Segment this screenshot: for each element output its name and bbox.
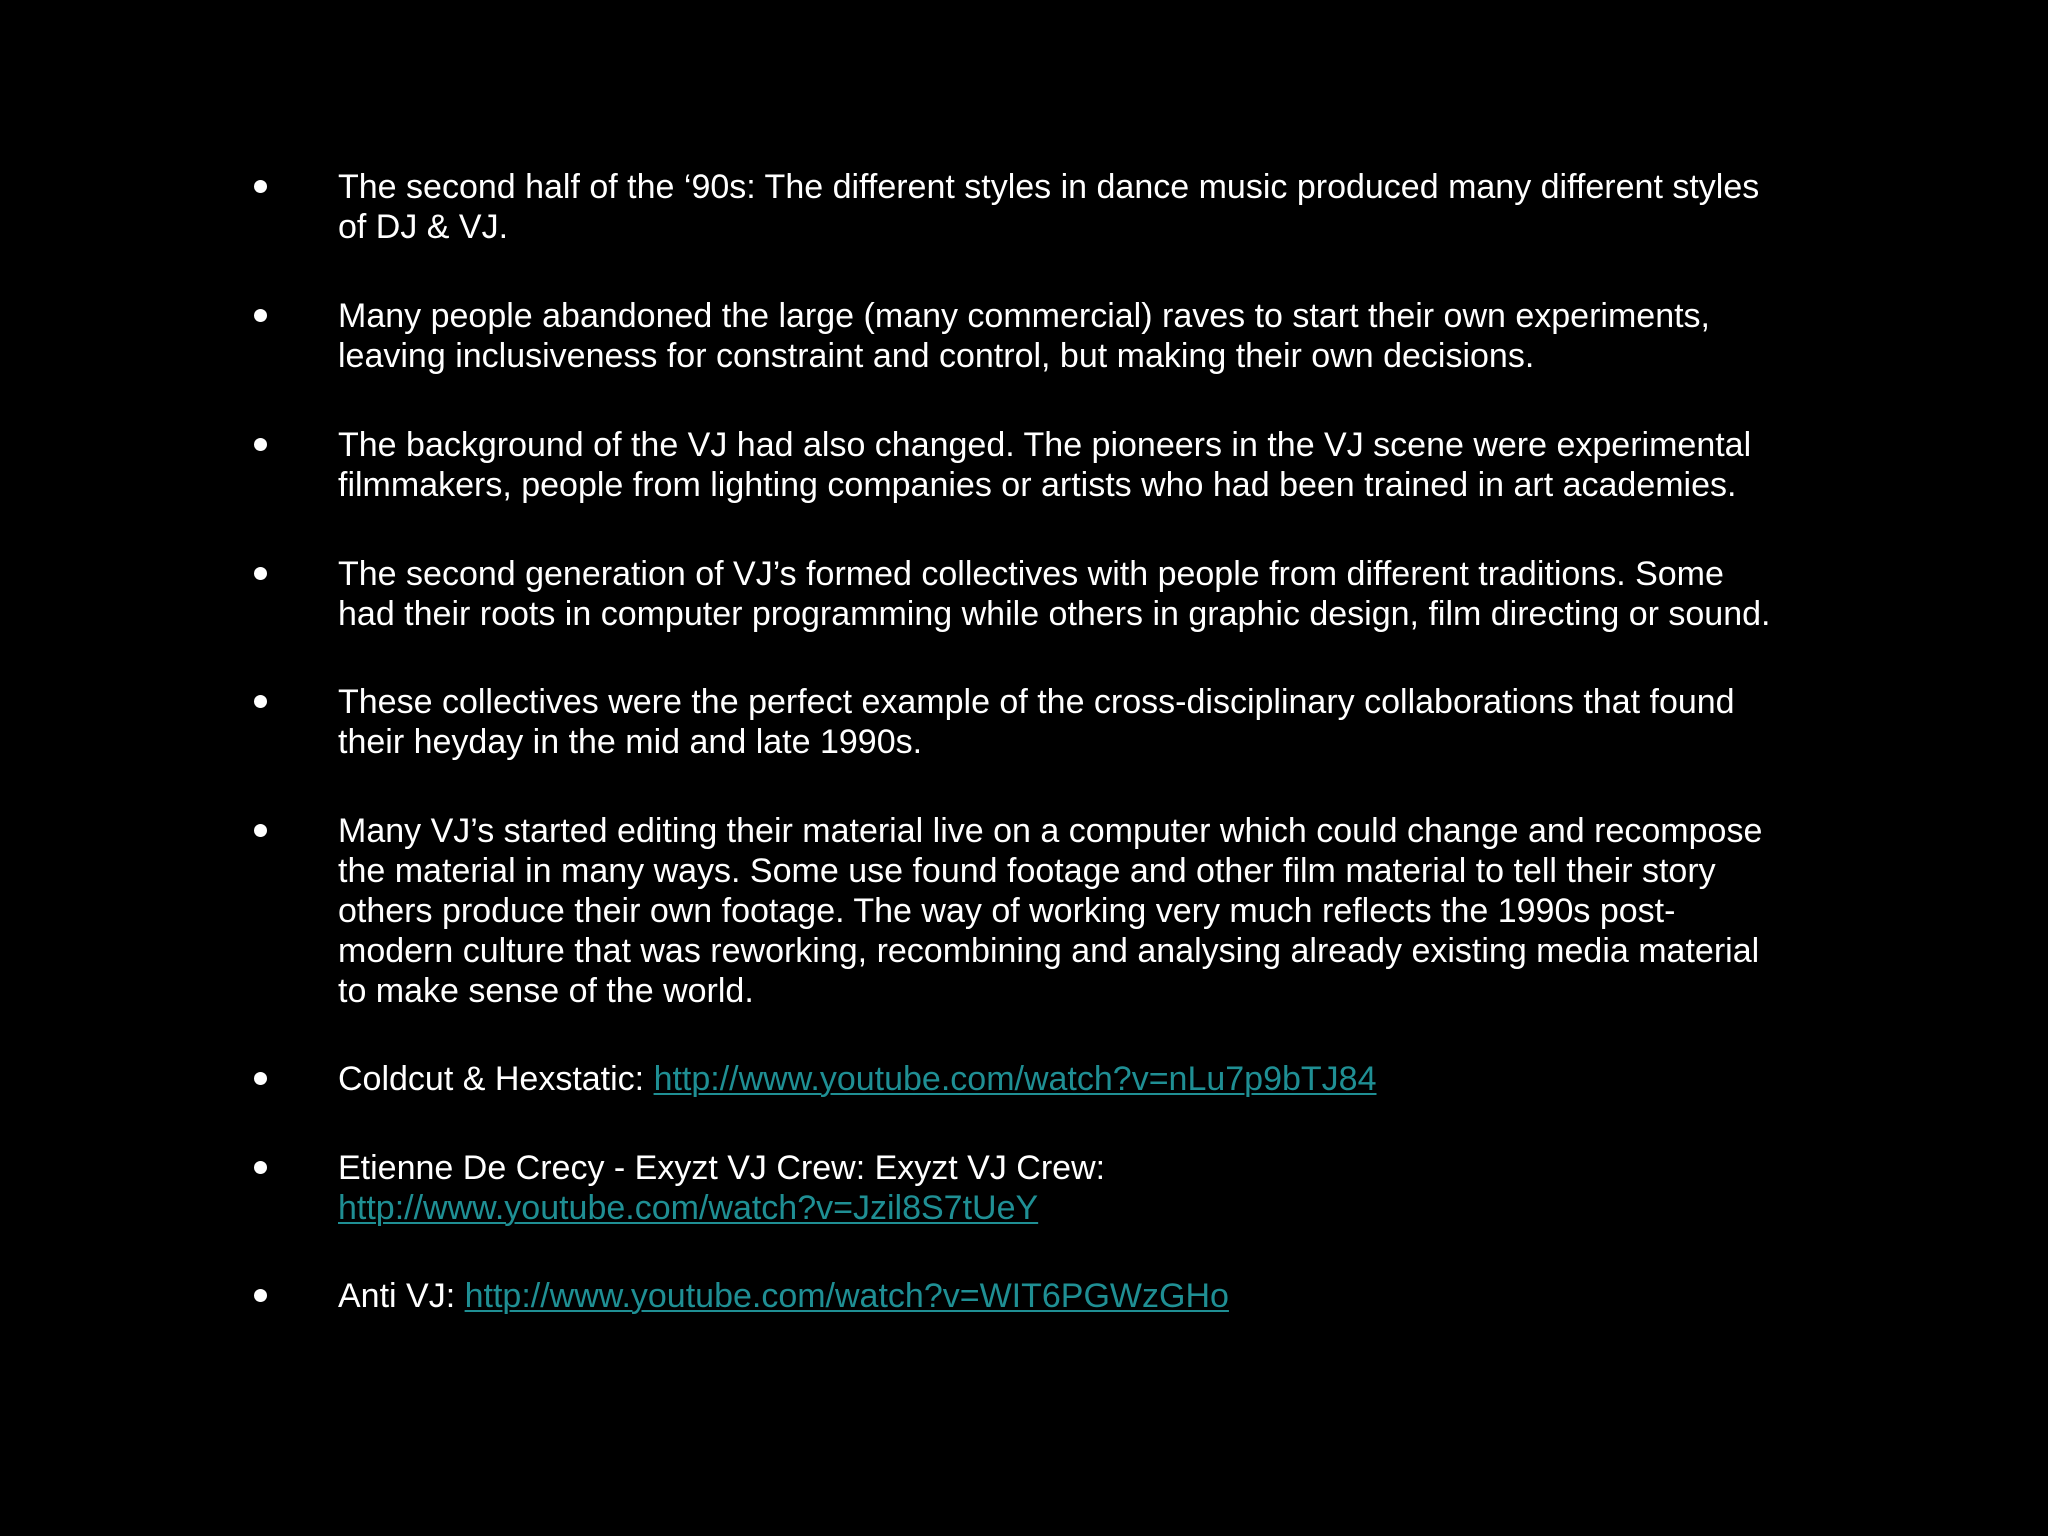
text-line: the material in many ways. Some use found footage and other film material to tell their story (338, 852, 1716, 890)
link-label: Etienne De Crecy - Exyzt VJ Crew: Exyzt VJ Crew: (338, 1149, 1106, 1187)
bullet-text (338, 425, 1868, 505)
text-line: their heyday in the mid and late 1990s. (338, 723, 923, 761)
text-line: Many VJ’s started editing their material live on a computer which could change and recompose (338, 812, 1763, 850)
youtube-link-antivj[interactable]: http://www.youtube.com/watch?v=WIT6PGWzGHo (464, 1277, 1229, 1315)
text-line: Many people abandoned the large (many commercial) raves to start their own experiments, (338, 297, 1711, 335)
bullet-dot-icon (254, 695, 267, 708)
text-line: of DJ & VJ. (338, 208, 509, 246)
bullet-dot-icon (254, 567, 267, 580)
text-line: The second generation of VJ’s formed collectives with people from different traditions. Some (338, 555, 1724, 593)
bullet-text (338, 554, 1868, 634)
bullet-dot-icon (254, 1289, 267, 1302)
bullet-text (338, 296, 1868, 376)
text-line: others produce their own footage. The way of working very much reflects the 1990s post- (338, 892, 1676, 930)
bullet-dot-icon (254, 180, 267, 193)
bullet-text (338, 811, 1868, 1011)
text-line: leaving inclusiveness for constraint and control, but making their own decisions. (338, 337, 1535, 375)
link-label: Coldcut & Hexstatic: (338, 1060, 654, 1098)
bullet-text (338, 1276, 1868, 1316)
link-label: Anti VJ: (338, 1277, 465, 1315)
bullet-dot-icon (254, 1072, 267, 1085)
youtube-link-exyzt[interactable]: http://www.youtube.com/watch?v=Jzil8S7tUeY (338, 1189, 1039, 1227)
youtube-link-coldcut[interactable]: http://www.youtube.com/watch?v=nLu7p9bTJ84 (653, 1060, 1377, 1098)
bullet-text (338, 167, 1868, 247)
bullet-dot-icon (254, 1161, 267, 1174)
bullet-text (338, 682, 1868, 762)
bullet-dot-icon (254, 824, 267, 837)
text-line: had their roots in computer programming while others in graphic design, film directing or sound. (338, 595, 1771, 633)
text-line: to make sense of the world. (338, 972, 754, 1010)
bullet-dot-icon (254, 309, 267, 322)
text-line: The second half of the ‘90s: The different styles in dance music produced many different styles (338, 168, 1760, 206)
bullet-text (338, 1059, 1868, 1099)
bullet-text (338, 1148, 1868, 1228)
text-line: filmmakers, people from lighting companies or artists who had been trained in art academies. (338, 466, 1737, 504)
text-line: These collectives were the perfect example of the cross-disciplinary collaborations that found (338, 683, 1735, 721)
text-line: modern culture that was reworking, recombining and analysing already existing media material (338, 932, 1760, 970)
bullet-dot-icon (254, 438, 267, 451)
text-line: The background of the VJ had also changed. The pioneers in the VJ scene were experimental (338, 426, 1752, 464)
